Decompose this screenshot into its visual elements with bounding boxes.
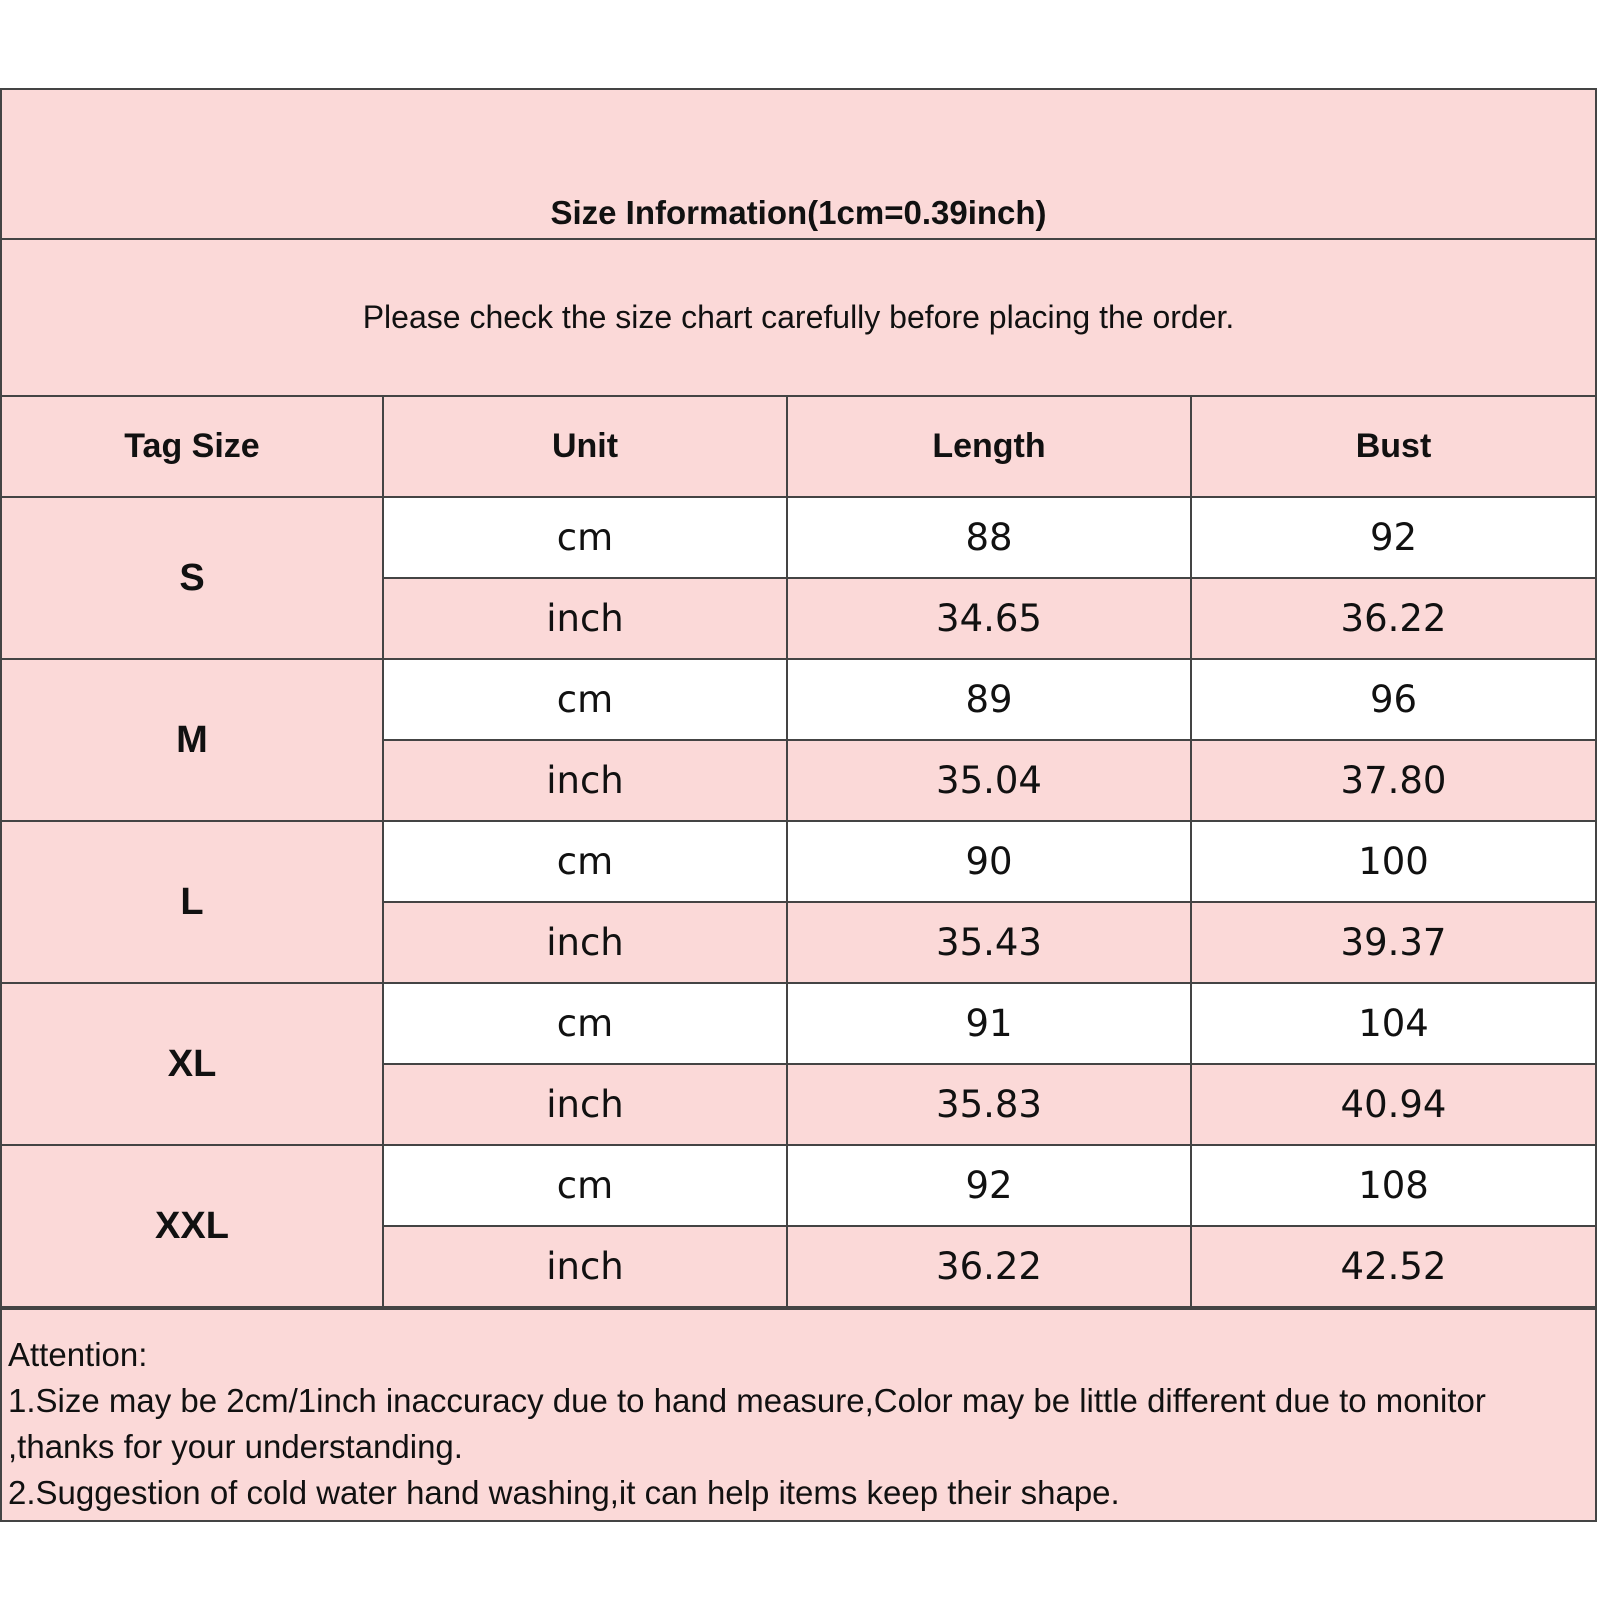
unit-cell: inch: [383, 1064, 787, 1145]
length-cell: 91: [787, 983, 1191, 1064]
tag-size-cell: L: [2, 821, 383, 983]
notes-heading: Attention:: [8, 1336, 148, 1373]
unit-cell: inch: [383, 740, 787, 821]
notice-row: [2, 240, 1595, 397]
header-unit: Unit: [383, 397, 787, 497]
unit-cell: inch: [383, 1226, 787, 1307]
table-row: [2, 983, 1595, 1064]
bust-cell: 104: [1191, 983, 1595, 1064]
tag-size-cell: M: [2, 659, 383, 821]
tag-size-cell: XXL: [2, 1145, 383, 1307]
unit-cell: cm: [383, 659, 787, 740]
bust-cell: 100: [1191, 821, 1595, 902]
length-cell: 90: [787, 821, 1191, 902]
tag-size-cell: XL: [2, 983, 383, 1145]
length-cell: 35.43: [787, 902, 1191, 983]
length-cell: 34.65: [787, 578, 1191, 659]
header-length: Length: [787, 397, 1191, 497]
notes-line-1: 1.Size may be 2cm/1inch inaccuracy due to hand measure,Color may be little different due to monitor: [8, 1382, 1486, 1419]
bust-cell: 36.22: [1191, 578, 1595, 659]
unit-cell: cm: [383, 983, 787, 1064]
unit-cell: cm: [383, 821, 787, 902]
unit-cell: cm: [383, 1145, 787, 1226]
table-row: [2, 821, 1595, 902]
bust-cell: 108: [1191, 1145, 1595, 1226]
length-cell: 92: [787, 1145, 1191, 1226]
unit-cell: inch: [383, 902, 787, 983]
length-cell: 35.04: [787, 740, 1191, 821]
table-row: [2, 497, 1595, 578]
chart-title: Size Information(1cm=0.39inch): [550, 194, 1047, 231]
bust-cell: 42.52: [1191, 1226, 1595, 1307]
notes-line-2: ,thanks for your understanding.: [8, 1428, 463, 1465]
size-table: [2, 397, 1595, 1308]
length-cell: 88: [787, 497, 1191, 578]
bust-cell: 37.80: [1191, 740, 1595, 821]
unit-cell: inch: [383, 578, 787, 659]
notes-line-3: 2.Suggestion of cold water hand washing,it can help items keep their shape.: [8, 1474, 1120, 1511]
title-row: [2, 90, 1595, 240]
size-chart: [0, 88, 1597, 1522]
header-bust: Bust: [1191, 397, 1595, 497]
notice-text: Please check the size chart carefully before placing the order.: [362, 299, 1235, 335]
table-row: [2, 659, 1595, 740]
tag-size-cell: S: [2, 497, 383, 659]
bust-cell: 92: [1191, 497, 1595, 578]
unit-cell: cm: [383, 497, 787, 578]
header-tag-size: Tag Size: [2, 397, 383, 497]
length-cell: 36.22: [787, 1226, 1191, 1307]
bust-cell: 40.94: [1191, 1064, 1595, 1145]
bust-cell: 39.37: [1191, 902, 1595, 983]
length-cell: 89: [787, 659, 1191, 740]
header-row: [2, 397, 1595, 497]
length-cell: 35.83: [787, 1064, 1191, 1145]
bust-cell: 96: [1191, 659, 1595, 740]
table-row: [2, 1145, 1595, 1226]
attention-notes: [2, 1308, 1595, 1520]
